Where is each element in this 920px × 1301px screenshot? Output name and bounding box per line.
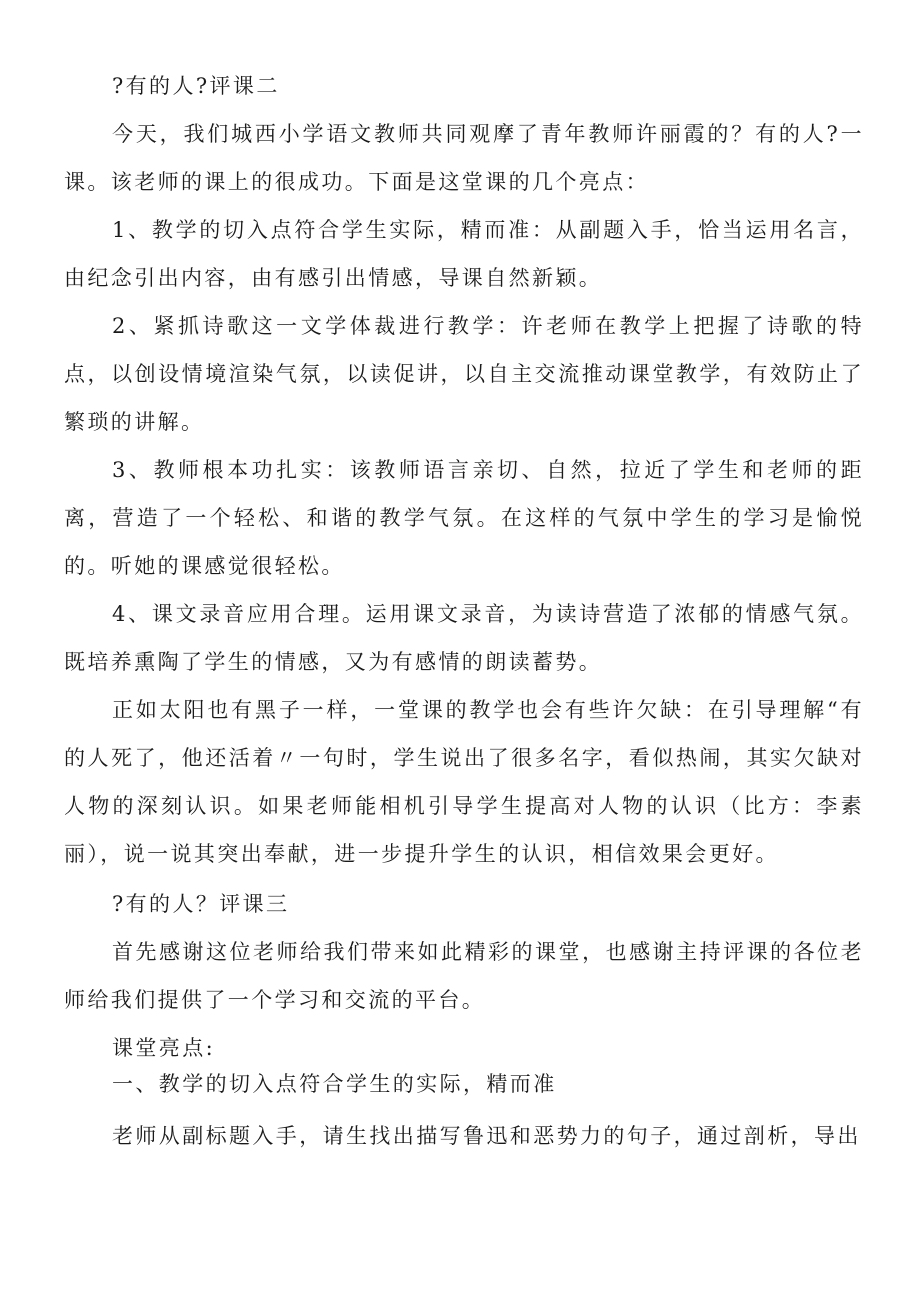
section2-title: ?有的人?评课二 [112,74,280,98]
shortcoming-paragraph: 正如太阳也有黑子一样，一堂课的教学也会有些许欠缺：在引导理解“有的人死了，他还活着〃一句时，学生说出了很多名字，看似热闹，其实欠缺对人物的深刻认识。如果老师能相机引导学生提高对人物的认识（比方：李素丽），说一说其突出奉献，进一步提升学生的认识，相信效果会更好。 [64,698,864,866]
thanks-paragraph: 首先感谢这位老师给我们带来如此精彩的课堂，也感谢主持评课的各位老师给我们提供了一个学习和交流的平台。 [64,940,864,1012]
point-2-paragraph: 2、紧抓诗歌这一文学体裁进行教学：许老师在教学上把握了诗歌的特点，以创设情境渲染气氛，以读促讲，以自主交流推动课堂教学，有效防止了繁琐的讲解。 [64,314,864,434]
point-3-paragraph: 3、教师根本功扎实：该教师语言亲切、自然，拉近了学生和老师的距离，营造了一个轻松、和谐的教学气氛。在这样的气氛中学生的学习是愉悦的。听她的课感觉很轻松。 [64,458,864,578]
point-4-paragraph: 4、课文录音应用合理。运用课文录音，为读诗营造了浓郁的情感气氛。既培养熏陶了学生的情感，又为有感情的朗读蓄势。 [64,602,864,674]
highlight-1-title: 一、教学的切入点符合学生的实际，精而准 [112,1072,557,1096]
intro-paragraph: 今天，我们城西小学语文教师共同观摩了青年教师许丽霞的？有的人?一课。该老师的课上的很成功。下面是这堂课的几个亮点： [64,122,864,194]
section3-title: ?有的人？评课三 [112,892,290,916]
point-1-paragraph: 1、教学的切入点符合学生实际，精而准：从副题入手，恰当运用名言，由纪念引出内容，由有感引出情感，导课自然新颖。 [64,218,864,290]
highlight-1-body: 老师从副标题入手，请生找出描写鲁迅和恶势力的句子，通过剖析，导出 [112,1124,861,1148]
highlights-label: 课堂亮点: [112,1036,216,1060]
